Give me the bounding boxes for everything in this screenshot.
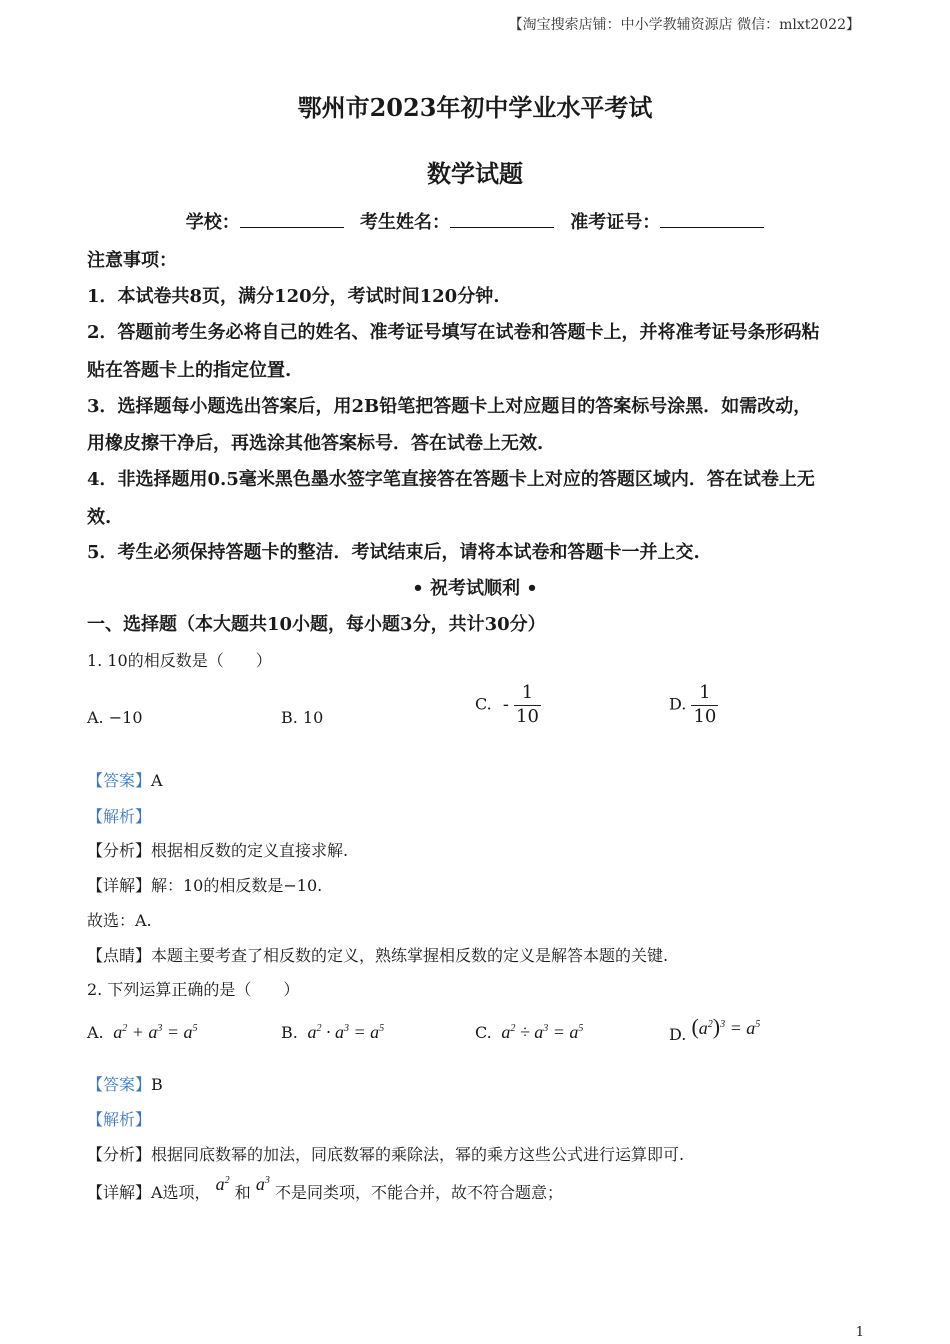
q2-option-b-label: B. — [281, 1023, 298, 1042]
q2-option-b — [281, 1022, 384, 1043]
q2-answer-value: B — [151, 1075, 163, 1094]
q1-option-c — [475, 682, 541, 728]
q2-xiangjie-prefix: 【详解】A选项， — [87, 1183, 211, 1202]
q2-answer — [87, 1072, 163, 1095]
q1-option-c-sign: - — [502, 693, 509, 715]
q1-option-c-denominator: 10 — [516, 705, 539, 727]
q2-option-d-formula: $(a^2)^3 = a^5$ — [691, 1014, 761, 1039]
notice-item-2a: 2．答题前考生务必将自己的姓名、准考证号填写在试卷和答题卡上，并将准考证号条形码粘 — [87, 322, 820, 343]
notice-item-3b: 用橡皮擦干净后，再选涂其他答案标号．答在试卷上无效. — [87, 433, 544, 454]
q1-answer-value: A — [151, 771, 163, 790]
id-label: 准考证号： — [570, 212, 661, 233]
exam-title: 鄂州市2023年初中学业水平考试 — [297, 93, 653, 122]
page-number: 1 — [855, 1325, 864, 1340]
q1-answer — [87, 768, 163, 791]
id-blank[interactable] — [660, 209, 764, 228]
q1-analysis-tag: 【解析】 — [87, 807, 152, 826]
q1-xiangjie: 【详解】解：10的相反数是−10. — [87, 876, 323, 895]
notice-item-4a: 4．非选择题用0.5毫米黑色墨水签字笔直接答在答题卡上对应的答题区域内．答在试卷上无 — [87, 469, 815, 490]
notice-item-5: 5．考生必须保持答题卡的整洁．考试结束后，请将本试卷和答题卡一并上交. — [87, 542, 700, 563]
wish-line: • 祝考试顺利 • — [412, 578, 538, 599]
q2-stem: 2. 下列运算正确的是（ ） — [87, 980, 300, 999]
q1-option-c-numerator: 1 — [514, 682, 541, 706]
name-blank[interactable] — [450, 209, 554, 228]
q1-fenxi: 【分析】根据相反数的定义直接求解. — [87, 841, 349, 860]
q2-analysis-tag: 【解析】 — [87, 1110, 152, 1129]
q2-xiangjie — [87, 1174, 563, 1203]
notice-item-3a: 3．选择题每小题选出答案后，用2B铅笔把答题卡上对应题目的答案标号涂黑．如需改动， — [87, 396, 812, 417]
q2-option-c — [475, 1022, 583, 1043]
q2-option-c-formula: $a^2 \div a^3 = a^5$ — [496, 1022, 584, 1042]
school-label: 学校： — [185, 212, 240, 233]
q2-option-d-label: D. — [669, 1025, 687, 1044]
q1-option-d-label: D. — [669, 694, 687, 714]
q2-option-a — [87, 1022, 198, 1043]
q1-stem: 1. 10的相反数是（ ） — [87, 651, 272, 670]
notice-item-1: 1．本试卷共8页，满分120分，考试时间120分钟. — [87, 286, 500, 307]
q1-option-c-label: C. — [475, 694, 492, 714]
q2-xiangjie-term-a2: $a^2$ — [215, 1174, 230, 1194]
section-1-heading: 一、选择题（本大题共10小题，每小题3分，共计30分） — [87, 614, 546, 635]
q1-dianjing: 【点睛】本题主要考查了相反数的定义，熟练掌握相反数的定义是解答本题的关键. — [87, 946, 669, 965]
q1-answer-tag: 【答案】 — [87, 771, 152, 790]
q1-option-d-denominator: 10 — [693, 705, 717, 727]
q1-option-c-fraction — [514, 682, 541, 728]
q2-xiangjie-and: 和 — [234, 1183, 251, 1202]
school-blank[interactable] — [240, 209, 344, 228]
q1-guxuan: 故选：A. — [87, 911, 152, 930]
q1-option-d-fraction — [691, 682, 718, 728]
notice-item-2b: 贴在答题卡上的指定位置. — [87, 360, 292, 381]
notice-item-4b: 效. — [87, 507, 112, 528]
q2-option-a-formula: $a^2 + a^3 = a^5$ — [108, 1022, 198, 1042]
subject-title: 数学试题 — [427, 159, 523, 188]
q2-xiangjie-term-a3: $a^3$ — [255, 1174, 270, 1194]
q2-answer-tag: 【答案】 — [87, 1075, 152, 1094]
notice-heading: 注意事项： — [87, 250, 177, 271]
name-label: 考生姓名： — [360, 212, 450, 233]
q2-xiangjie-suffix: 不是同类项，不能合并，故不符合题意； — [274, 1183, 563, 1202]
student-info-line — [0, 208, 950, 234]
q2-option-a-label: A. — [87, 1023, 104, 1042]
q2-option-b-formula: $a^2 \cdot a^3 = a^5$ — [302, 1022, 385, 1042]
q2-option-d — [669, 1014, 760, 1044]
q1-option-d-numerator: 1 — [691, 682, 718, 706]
q2-option-c-label: C. — [475, 1023, 492, 1042]
header-shop-note: 【淘宝搜索店铺：中小学教辅资源店 微信：mlxt2022】 — [508, 17, 860, 33]
q1-option-b: B. 10 — [281, 708, 324, 727]
q1-option-d — [669, 682, 718, 728]
q2-fenxi: 【分析】根据同底数幂的加法，同底数幂的乘除法，幂的乘方这些公式进行运算即可. — [87, 1145, 685, 1164]
q1-option-a: A. −10 — [87, 708, 143, 727]
